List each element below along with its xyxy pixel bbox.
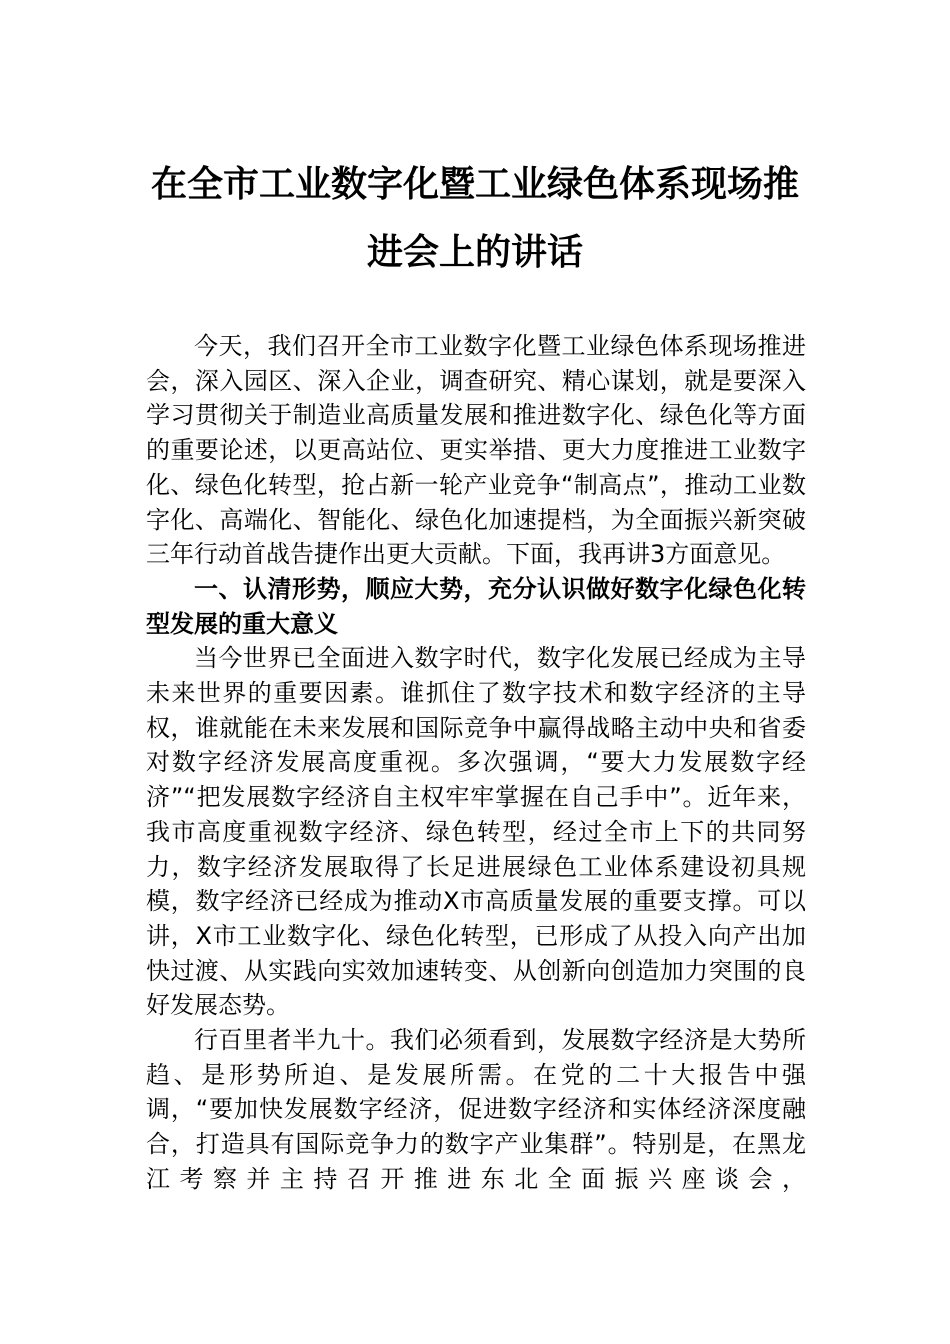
document-body [146, 329, 806, 1197]
section-heading-1: 一、认清形势，顺应大势，充分认识做好数字化绿色化转型发展的重大意义 [146, 574, 806, 638]
section1-paragraph-1: 当今世界已全面进入数字时代，数字化发展已经成为主导未来世界的重要因素。谁抓住了数字技术和数字经济的主导权，谁就能在未来发展和国际竞争中赢得战略主动中央和省委对数字经济发展高度重视。多次强调，“要大力发展数字经济”“把发展数字经济自主权牢牢掌握在自己手中”。近年来，我市高度重视数字经济、绿色转型，经过全市上下的共同努力，数字经济发展取得了长足进展绿色工业体系建设初具规模，数字经济已经成为推动X市高质量发展的重要支撑。可以讲，X市工业数字化、绿色化转型，已形成了从投入向产出加快过渡、从实践向实效加速转变、从创新向创造加力突围的良好发展态势。 [146, 644, 806, 1020]
document-title-line-1: 在全市工业数字化暨工业绿色体系现场推 [150, 163, 799, 205]
document-title-line-2: 进会上的讲话 [366, 231, 583, 273]
intro-paragraph: 今天，我们召开全市工业数字化暨工业绿色体系现场推进会，深入园区、深入企业，调查研究、精心谋划，就是要深入学习贯彻关于制造业高质量发展和推进数字化、绿色化等方面的重要论述，以更高站位、更实举措、更大力度推进工业数字化、绿色化转型，抢占新一轮产业竞争“制高点”，推动工业数字化、高端化、智能化、绿色化加速提档，为全面振兴新突破三年行动首战告捷作出更大贡献。下面，我再讲3方面意见。 [146, 332, 806, 569]
section1-paragraph-2: 行百里者半九十。我们必须看到，发展数字经济是大势所趋、是形势所迫、是发展所需。在党的二十大报告中强调，“要加快发展数字经济，促进数字经济和实体经济深度融合，打造具有国际竞争力的数字产业集群”。特别是，在黑龙江考察并主持召开推进东北全面振兴座谈会， [146, 1026, 806, 1193]
